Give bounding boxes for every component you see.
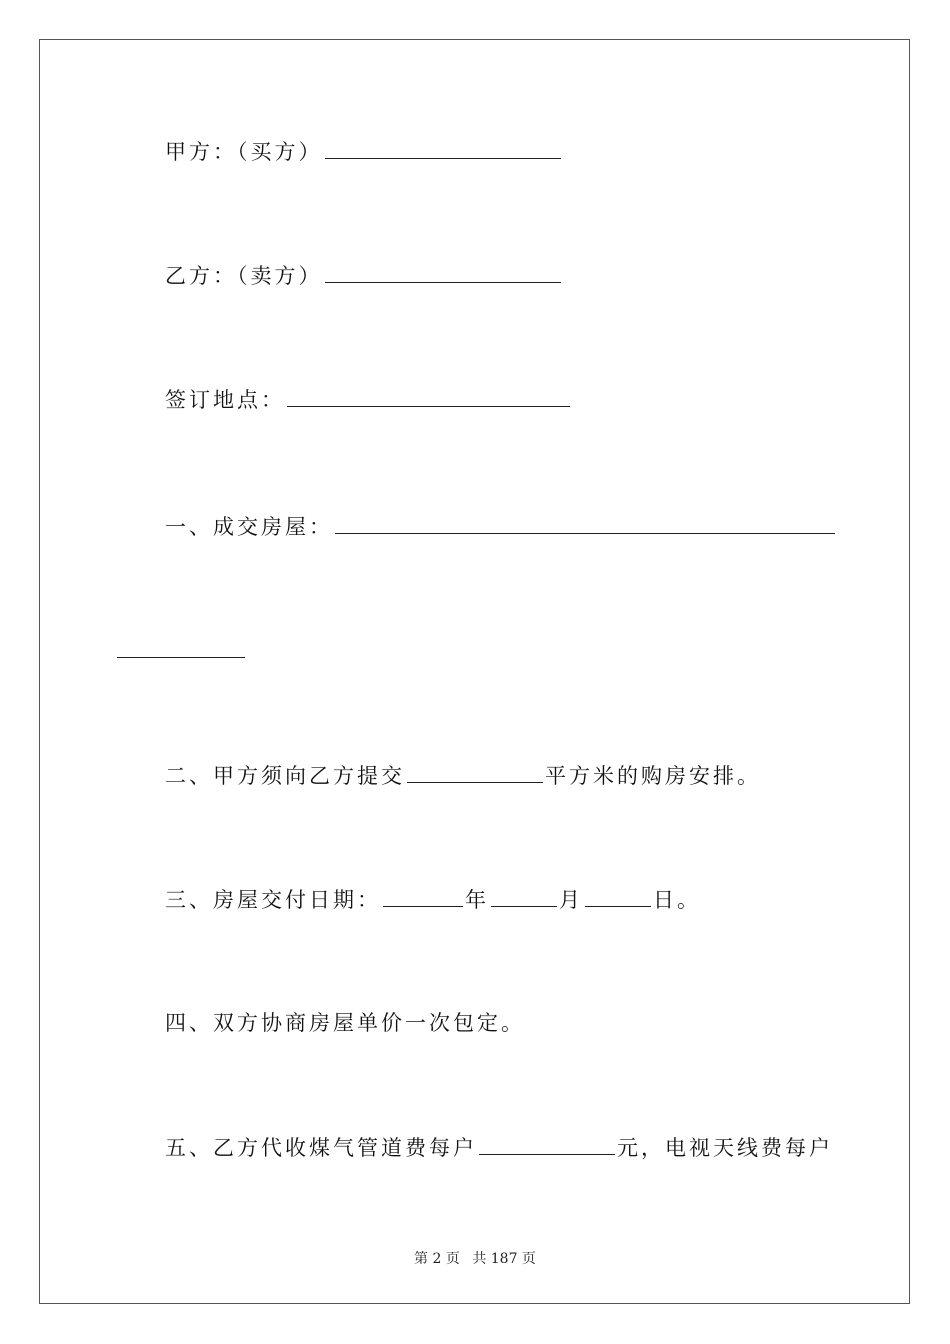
item3-day-label: 日。 <box>653 888 701 912</box>
item1-blank-continued[interactable] <box>117 657 245 658</box>
item2-text-before: 二、甲方须向乙方提交 <box>165 764 405 788</box>
item2-line <box>165 762 761 789</box>
item3-day-blank[interactable] <box>585 886 651 907</box>
page-number: 第 2 页 <box>414 1251 460 1267</box>
signing-place-line <box>165 386 572 413</box>
signing-place-blank[interactable] <box>287 386 570 407</box>
signing-place-label: 签订地点： <box>165 388 285 412</box>
page-frame <box>39 39 910 1304</box>
page-total: 共 187 页 <box>472 1251 536 1267</box>
item5-text-after: 元，电视天线费每户 <box>617 1136 833 1160</box>
item2-area-blank[interactable] <box>407 762 543 783</box>
item3-month-blank[interactable] <box>491 886 557 907</box>
party-b-line <box>165 262 563 289</box>
item1-line <box>165 513 837 540</box>
item1-blank[interactable] <box>335 513 835 534</box>
page-footer <box>0 1248 950 1268</box>
item4-line <box>165 1010 525 1036</box>
party-a-line <box>165 138 563 165</box>
party-a-blank[interactable] <box>325 138 561 159</box>
item5-line <box>165 1134 833 1161</box>
item3-year-label: 年 <box>465 888 489 912</box>
item3-year-blank[interactable] <box>383 886 463 907</box>
item5-text-before: 五、乙方代收煤气管道费每户 <box>165 1136 477 1160</box>
item3-month-label: 月 <box>559 888 583 912</box>
party-b-blank[interactable] <box>325 262 561 283</box>
item1-label: 一、成交房屋： <box>165 515 333 539</box>
item5-gas-fee-blank[interactable] <box>479 1134 615 1155</box>
party-a-label: 甲方：（买方） <box>165 140 323 164</box>
item3-line <box>165 886 701 913</box>
party-b-label: 乙方：（卖方） <box>165 264 323 288</box>
item3-text-before: 三、房屋交付日期： <box>165 888 381 912</box>
item4-text: 四、双方协商房屋单价一次包定。 <box>165 1011 525 1035</box>
item2-text-after: 平方米的购房安排。 <box>545 764 761 788</box>
